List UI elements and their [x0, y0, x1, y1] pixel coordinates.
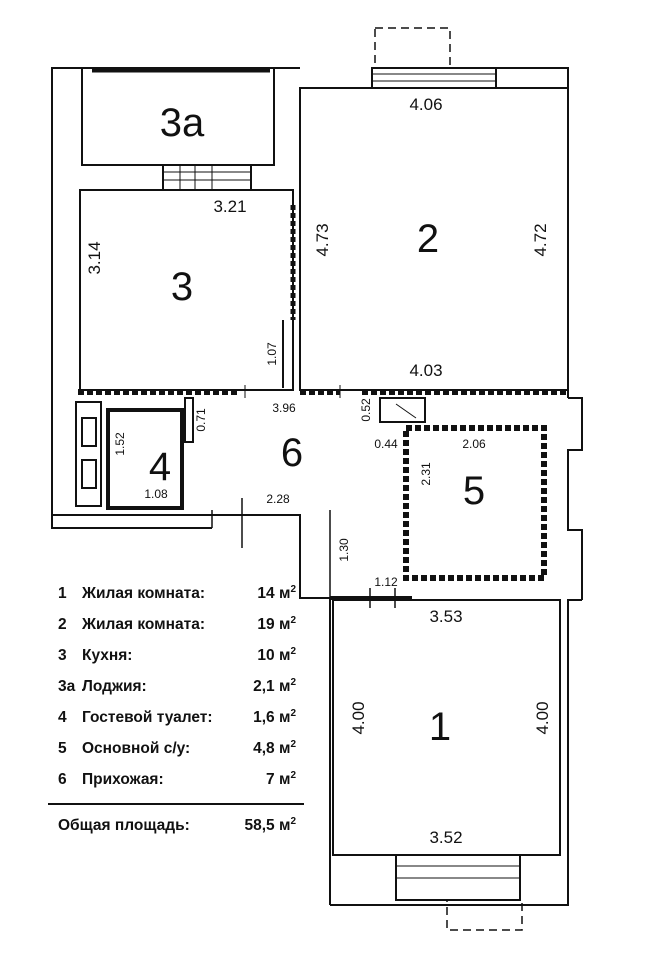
legend-name: Кухня: [82, 646, 133, 664]
legend-row [48, 671, 318, 702]
legend-row [48, 764, 318, 795]
legend-num: 5 [58, 739, 67, 757]
legend-num: 6 [58, 770, 67, 788]
legend-row [48, 609, 318, 640]
area-legend [48, 578, 318, 847]
legend-name: Жилая комната: [82, 615, 205, 633]
dim-1-left: 4.00 [349, 701, 368, 735]
room-num-5: 5 [462, 469, 486, 513]
room-num-3a: 3а [159, 101, 205, 145]
dim-2-top: 4.06 [409, 95, 443, 114]
legend-row [48, 702, 318, 733]
legend-area: 14 $м^2$ [257, 583, 296, 602]
room-4-toilet [76, 398, 193, 508]
room-num-6: 6 [280, 431, 304, 475]
dim-3-left: 3.14 [85, 241, 104, 275]
dim-3-door: 1.07 [265, 342, 279, 366]
legend-num: 3а [58, 677, 76, 695]
internal-walls [78, 385, 568, 398]
legend-area: 19 $м^2$ [257, 614, 296, 633]
dim-2-right: 4.72 [531, 223, 550, 257]
room-1-bedroom [333, 600, 560, 930]
legend-name: Основной с/у: [82, 739, 191, 757]
dim-1-bottom: 3.52 [429, 828, 463, 847]
room-num-3: 3 [170, 265, 194, 309]
dim-4-side: 1.52 [113, 432, 127, 456]
room-num-2: 2 [416, 217, 440, 261]
dim-1-top: 3.53 [429, 607, 463, 626]
legend-area: 1,6 $м^2$ [253, 707, 296, 726]
room-num-1: 1 [428, 705, 452, 749]
dim-5-side: 2.31 [419, 462, 433, 486]
dim-2-left: 4.73 [313, 223, 332, 257]
dim-1-right: 4.00 [533, 701, 552, 735]
legend-row [48, 640, 318, 671]
dim-4-bottom: 1.08 [144, 487, 168, 501]
total-area-label: Общая площадь: [58, 817, 190, 834]
legend-total-row [48, 805, 318, 847]
dim-6-bottom: 1.12 [374, 575, 398, 589]
legend-area: 4,8 $м^2$ [253, 738, 296, 757]
room-num-4: 4 [148, 445, 172, 489]
legend-name: Гостевой туалет: [82, 708, 213, 726]
dim-5-top: 2.06 [462, 437, 486, 451]
legend-name: Прихожая: [82, 770, 164, 788]
legend-num: 2 [58, 615, 67, 633]
legend-area: 7 $м^2$ [266, 769, 296, 788]
room-2-bedroom [300, 28, 568, 390]
total-area-value: 58,5 $м^2$ [244, 815, 296, 834]
legend-num: 4 [58, 708, 67, 726]
dim-6-top: 3.96 [272, 401, 296, 415]
legend-row [48, 578, 318, 609]
dim-5-door-side: 0.52 [359, 398, 373, 422]
legend-num: 1 [58, 584, 67, 602]
legend-num: 3 [58, 646, 67, 664]
legend-row [48, 733, 318, 764]
dim-2-bottom: 4.03 [409, 361, 443, 380]
legend-area: 10 $м^2$ [257, 645, 296, 664]
dim-6-side: 1.30 [337, 538, 351, 562]
dim-3-top: 3.21 [213, 197, 247, 216]
legend-name: Лоджия: [82, 677, 147, 695]
legend-area: 2,1 $м^2$ [253, 676, 296, 695]
dim-6-mid: 2.28 [266, 492, 290, 506]
dim-4-door: 0.71 [194, 408, 208, 432]
dim-5-door: 0.44 [374, 437, 398, 451]
legend-name: Жилая комната: [82, 584, 205, 602]
